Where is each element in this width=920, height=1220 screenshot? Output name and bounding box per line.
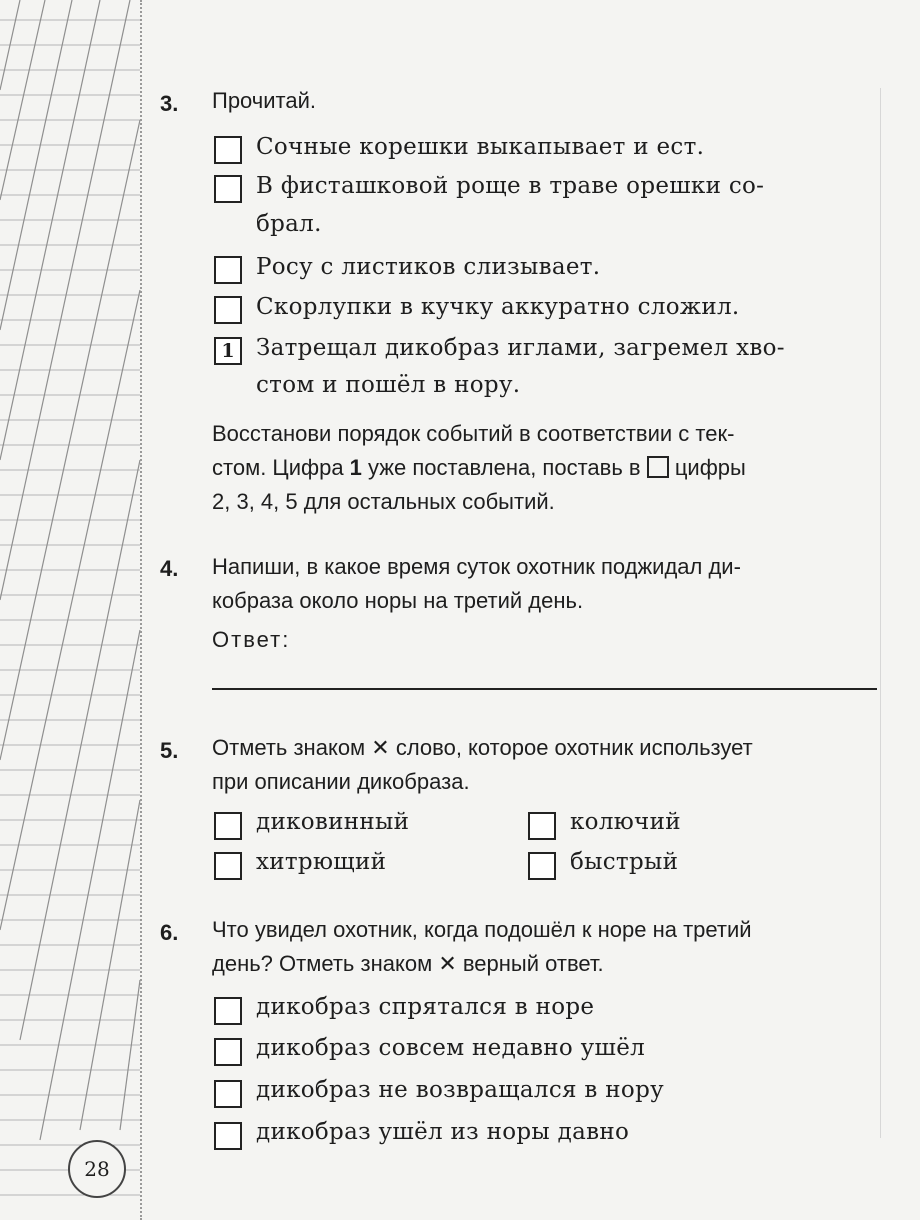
task6-option-box[interactable] [214,1038,242,1066]
task6-option-label: дикобраз не возвращался в нору [256,1077,664,1103]
task3-item2-text: В фисташковой роще в траве орешки со- [256,173,765,199]
task3-instruction-line3: 2, 3, 4, 5 для остальных событий. [212,489,555,514]
task6-option-label: дикобраз ушёл из норы давно [256,1119,630,1145]
task3-item5-text: Затрещал дикобраз иглами, загремел хво- [256,335,785,361]
task3-item4-text: Скорлупки в кучку аккуратно сложил. [256,294,740,320]
task6-option-box[interactable] [214,1080,242,1108]
inline-square-icon [647,456,669,478]
task3-item4-box[interactable] [214,296,242,324]
task4-answer-line[interactable] [212,688,877,690]
task3-title: Прочитай. [212,88,317,113]
task3-item5-box[interactable]: 1 [214,337,242,365]
task5-option-label: диковинный [256,809,410,835]
binding-gutter [140,0,144,1220]
task3-item1-text: Сочные корешки выкапывает и ест. [256,134,705,160]
task5-line2: при описании дикобраза. [212,769,470,794]
task4-line1: Напиши, в какое время суток охотник поджидал ди- [212,554,741,579]
task3-item1-box[interactable] [214,136,242,164]
task6-line2: день? Отметь знаком ✕ верный ответ. [212,951,604,976]
task5-option-box[interactable] [528,812,556,840]
task3-item2-box[interactable] [214,175,242,203]
task3-item3-text: Росу с листиков слизывает. [256,254,601,280]
task4-line2: кобраза около норы на третий день. [212,588,584,613]
task6-line1: Что увидел охотник, когда подошёл к норе на третий [212,917,752,942]
task5-line1: Отметь знаком ✕ слово, которое охотник использует [212,735,753,760]
task5-option-label: быстрый [570,849,679,875]
task5-option-label: колючий [570,809,681,835]
task6-option-box[interactable] [214,1122,242,1150]
page-number: 28 [68,1140,126,1198]
task3-item5-text-cont: стом и пошёл в нору. [256,372,521,398]
task5-number: 5. [160,738,179,763]
task5-option-box[interactable] [528,852,556,880]
page-edge [840,88,881,1138]
task5-option-box[interactable] [214,812,242,840]
task4-answer-label: Ответ: [212,627,291,652]
task3-number: 3. [160,91,179,116]
task5-option-label: хитрющий [256,849,387,875]
task3-instruction-line2: стом. Цифра 1 уже поставлена, поставь в цифры [212,455,746,480]
task6-option-label: дикобраз спрятался в норе [256,994,595,1020]
task6-option-box[interactable] [214,997,242,1025]
task6-option-label: дикобраз совсем недавно ушёл [256,1035,646,1061]
task3-item3-box[interactable] [214,256,242,284]
task6-number: 6. [160,920,179,945]
margin-guide-lines [0,0,150,1220]
task4-number: 4. [160,556,179,581]
task5-option-box[interactable] [214,852,242,880]
task3-item2-text-cont: брал. [256,211,322,237]
task3-instruction-line1: Восстанови порядок событий в соответствии с тек- [212,421,735,446]
